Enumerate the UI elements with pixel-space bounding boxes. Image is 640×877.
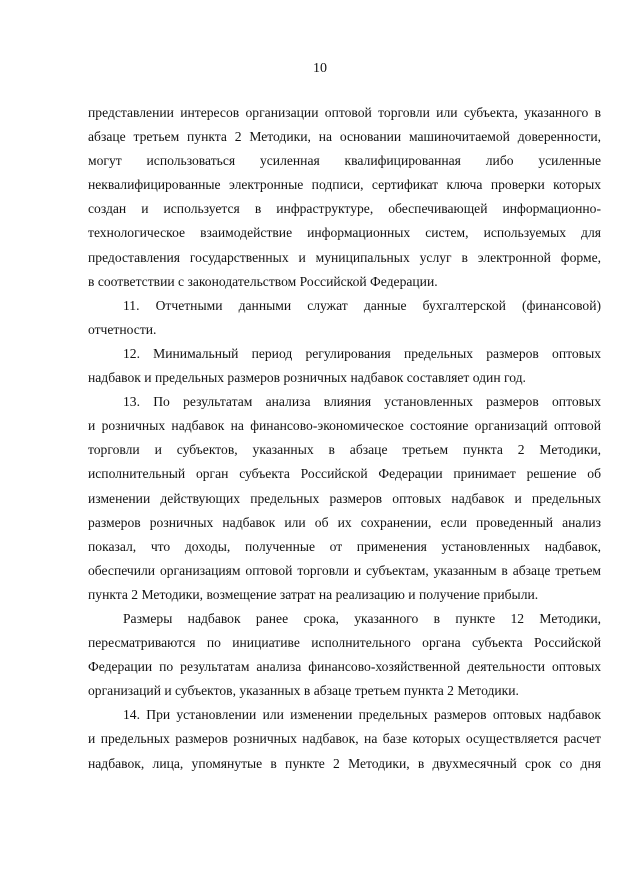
text-line: исполнительный орган субъекта Российской Федерации принимает решение об [88,466,601,482]
text-line: технологическое взаимодействие информационных систем, используемых для [88,225,601,241]
text-line: пункта 2 Методики, возмещение затрат на реализацию и получение прибыли. [88,586,539,602]
text-line: надбавок и предельных размеров розничных надбавок составляет один год. [88,370,526,386]
text-line: Федерации по результатам анализа финансово-хозяйственной деятельности оптовых [88,659,601,675]
text-line: предоставления государственных и муниципальных услуг в электронной форме, [88,249,601,265]
document-body [88,101,601,776]
text-line: представлении интересов организации оптовой торговли или субъекта, указанного в [88,105,601,120]
text-line: в соответствии с законодательством Российской Федерации. [88,273,438,289]
text-line: неквалифицированные электронные подписи, сертификат ключа проверки которых [88,177,601,193]
text-line: и розничных надбавок на финансово-экономическое состояние организаций оптовой [88,418,601,434]
paragraph [88,101,601,294]
paragraph [88,342,601,390]
text-line: отчетности. [88,321,157,337]
text-line: 11. Отчетными данными служат данные бухгалтерской (финансовой) [123,297,601,313]
page-number: 10 [313,61,327,76]
text-line: надбавок, лица, упомянутые в пункте 2 Методики, в двухмесячный срок со дня [88,755,601,771]
text-line: торговли и субъектов, указанных в абзаце третьем пункта 2 Методики, [88,442,601,458]
paragraph [88,390,601,607]
text-line: 13. По результатам анализа влияния установленных размеров оптовых [123,394,601,410]
paragraph [88,703,601,775]
text-line: создан и используется в инфраструктуре, обеспечивающей информационно- [88,201,601,217]
text-line: обеспечили организациям оптовой торговли и субъектам, указанным в абзаце третьем [88,562,601,578]
text-line: изменении действующих предельных размеров оптовых надбавок и предельных [88,490,601,506]
paragraph [88,607,601,703]
text-line: показал, что доходы, полученные от применения установленных надбавок, [88,538,601,554]
text-line: могут использоваться усиленная квалифицированная либо усиленные [88,153,601,169]
text-line: Размеры надбавок ранее срока, указанного в пункте 12 Методики, [123,610,601,626]
paragraph [88,294,601,342]
text-line: пересматриваются по инициативе исполнительного органа субъекта Российской [88,635,601,651]
text-line: 14. При установлении или изменении предельных размеров оптовых надбавок [123,707,601,723]
text-line: 12. Минимальный период регулирования предельных размеров оптовых [123,345,601,361]
text-line: абзаце третьем пункта 2 Методики, на основании машиночитаемой доверенности, [88,129,601,145]
text-line: и предельных размеров розничных надбавок, на базе которых осуществляется расчет [88,731,601,747]
text-line: организаций и субъектов, указанных в абзаце третьем пункта 2 Методики. [88,683,519,699]
text-line: размеров розничных надбавок или об их сохранении, если проведенный анализ [88,514,601,530]
